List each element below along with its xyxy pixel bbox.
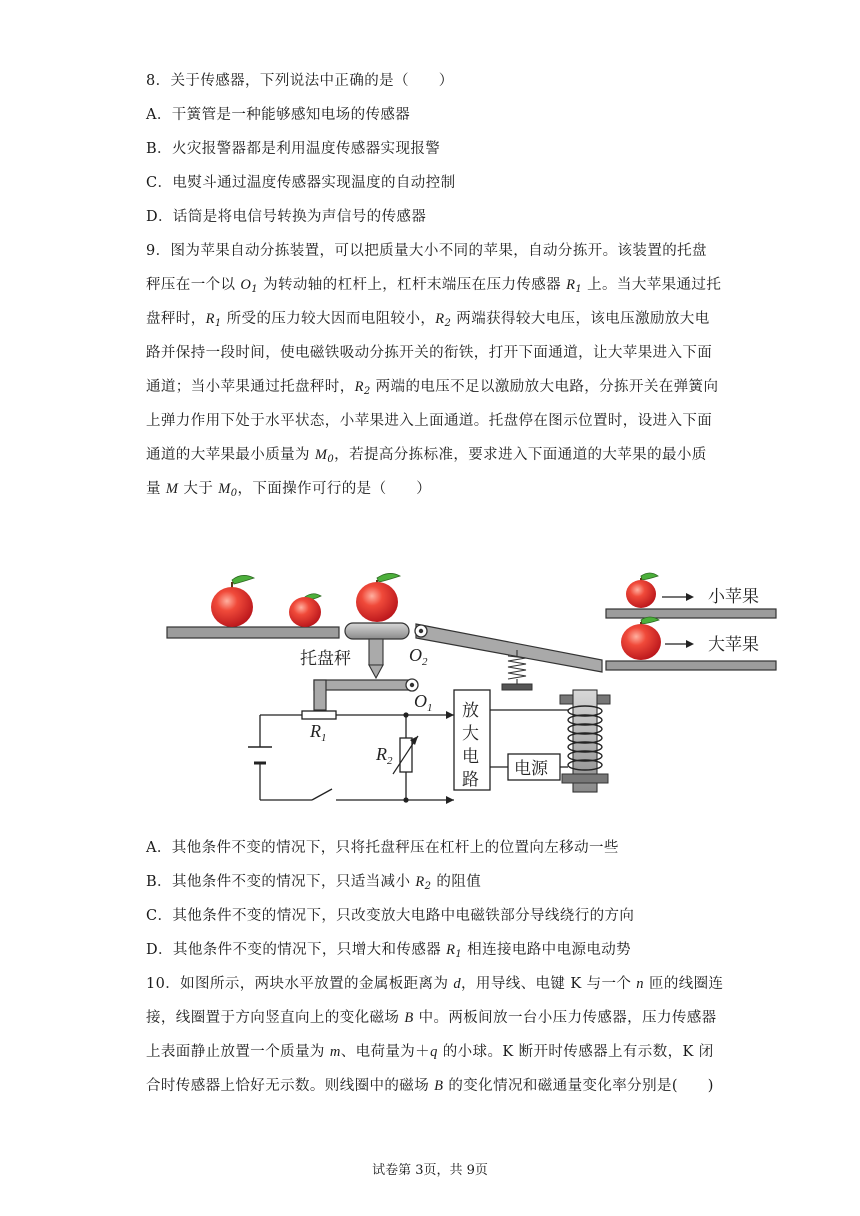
- q9-line-3: 盘秤时，$R_1$ 所受的压力较大因而电阻较小，$R_2$ 两端获得较大电压，该电压激励放大电: [146, 311, 710, 329]
- upper-channel: [606, 609, 776, 618]
- left-conveyor-platform: [167, 627, 339, 638]
- lever-o1: [314, 680, 414, 690]
- q9-line-2: 秤压在一个以 $O_1$ 为转动轴的杠杆上，杠杆末端压在压力传感器 $R_1$ 上。当大苹果通过托: [146, 277, 722, 295]
- q9-line-7: 通道的大苹果最小质量为 $M_0$，若提高分拣标准，要求进入下面通道的大苹果的最小质: [146, 447, 707, 465]
- q9-line-8: 量 M 大于 $M_0$，下面操作可行的是（ ）: [146, 481, 432, 499]
- scale-pan: [345, 623, 409, 639]
- amp-char-1: 放: [462, 701, 479, 721]
- lower-channel: [606, 661, 776, 670]
- apple-large-left: [211, 575, 254, 627]
- q9-line-4: 路并保持一段时间，使电磁铁吸动分拣开关的衔铁，打开下面通道，让大苹果进入下面: [146, 345, 713, 361]
- r2-label: $R_2$: [376, 744, 393, 767]
- apple-small-right: [626, 573, 658, 608]
- page-footer: 试卷第 3页，共 9页: [372, 1163, 488, 1178]
- q10-line-2: 接，线圈置于方向竖直向上的变化磁场 B 中。两板间放一台小压力传感器，压力传感器: [146, 1010, 717, 1026]
- sorting-switch-arm: [416, 624, 602, 672]
- apple-small-left: [289, 594, 321, 627]
- apple-on-scale: [356, 573, 400, 622]
- apple-large-right: [621, 617, 661, 660]
- small-apple-label: 小苹果: [708, 587, 759, 607]
- q10-line-4: 合时传感器上恰好无示数。则线圈中的磁场 B 的变化情况和磁通量变化率分别是( ): [146, 1078, 714, 1094]
- q9-line-1: 9．图为苹果自动分拣装置，可以把质量大小不同的苹果，自动分拣开。该装置的托盘: [146, 243, 707, 259]
- amp-char-4: 路: [462, 770, 479, 790]
- q9-option-d: D．其他条件不变的情况下，只增大和传感器 $R_1$ 相连接电路中电源电动势: [146, 942, 632, 960]
- q9-line-6: 上弹力作用下处于水平状态，小苹果进入上面通道。托盘停在图示位置时，设进入下面: [146, 413, 713, 429]
- q9-option-b: B．其他条件不变的情况下，只适当减小 $R_2$ 的阻值: [146, 874, 482, 892]
- scale-label: 托盘秤: [300, 649, 351, 669]
- big-apple-label: 大苹果: [708, 635, 759, 655]
- q10-line-1: 10．如图所示，两块水平放置的金属板距离为 d，用导线、电键 K 与一个 n 匝的线圈连: [146, 976, 724, 992]
- q8-stem: 8．关于传感器，下列说法中正确的是（ ）: [146, 73, 454, 89]
- power-label: 电源: [514, 759, 548, 779]
- sensor-circuit: [260, 715, 454, 800]
- resistor-r1: [302, 711, 336, 719]
- q8-option-c: C．电熨斗通过温度传感器实现温度的自动控制: [146, 175, 456, 191]
- pivot-o2-label: $O_2$: [409, 645, 428, 668]
- amp-char-3: 电: [462, 747, 479, 767]
- apple-sorter-figure: [150, 560, 790, 805]
- r1-label: $R_1$: [310, 721, 327, 744]
- amp-char-2: 大: [462, 724, 479, 744]
- q8-option-d: D．话筒是将电信号转换为声信号的传感器: [146, 209, 427, 225]
- q9-line-5: 通道；当小苹果通过托盘秤时，$R_2$ 两端的电压不足以激励放大电路，分拣开关在弹簧向: [146, 379, 719, 397]
- q8-option-b: B．火灾报警器都是利用温度传感器实现报警: [146, 141, 441, 157]
- q10-line-3: 上表面静止放置一个质量为 m、电荷量为＋q 的小球。K 断开时传感器上有示数，K 闭: [146, 1044, 714, 1060]
- electromagnet: [560, 690, 610, 792]
- q9-option-c: C．其他条件不变的情况下，只改变放大电路中电磁铁部分导线绕行的方向: [146, 908, 635, 924]
- q8-option-a: A．干簧管是一种能够感知电场的传感器: [146, 107, 411, 123]
- q9-option-a: A．其他条件不变的情况下，只将托盘秤压在杠杆上的位置向左移动一些: [146, 840, 619, 856]
- pivot-o1-label: $O_1$: [414, 691, 433, 714]
